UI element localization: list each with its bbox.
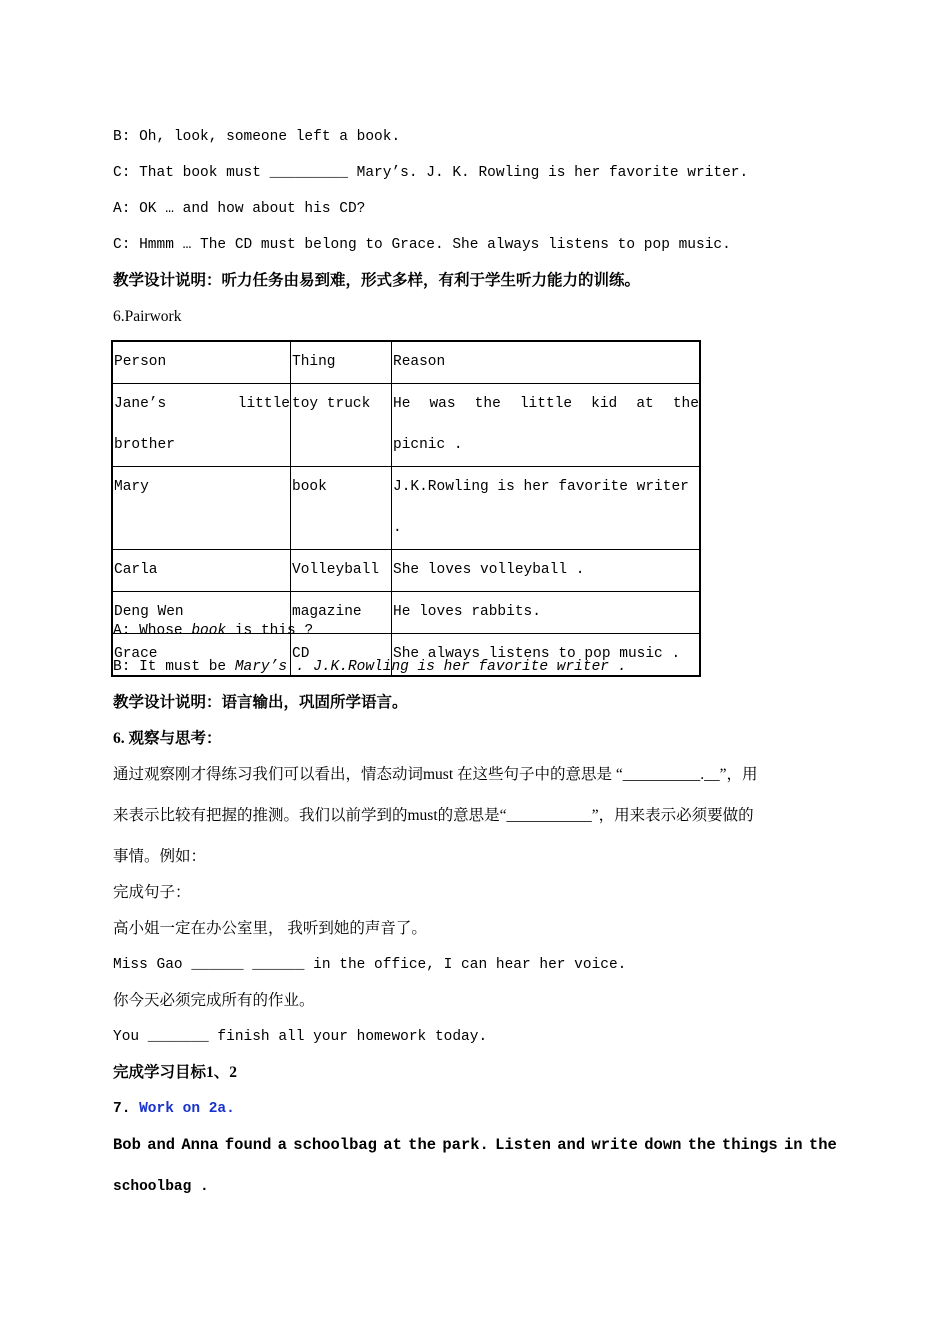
table-row: [112, 550, 700, 592]
table-row: [112, 467, 700, 550]
instruction-word: down: [644, 1136, 682, 1154]
observe-line-3: 事情。例如：: [113, 848, 207, 865]
instruction-line-1: [113, 1136, 837, 1154]
pairwork-heading: 6.Pairwork: [113, 308, 182, 325]
instruction-word: Bob: [113, 1136, 141, 1154]
reason-line-2: picnic .: [393, 437, 463, 453]
instruction-word: the: [687, 1136, 716, 1154]
cell-reason: J.K.Rowling is her favorite writer .: [392, 467, 701, 550]
cell-thing: toy truck: [291, 384, 392, 467]
example-line-a: [113, 622, 313, 640]
observe-line-1: 通过观察刚才得练习我们可以看出，情态动词must 在这些句子中的意思是 “__________.__”，用: [113, 766, 758, 783]
table-header-row: [112, 341, 700, 384]
instruction-word: found: [224, 1136, 272, 1154]
reason-word: the: [474, 396, 501, 412]
person-word: little: [237, 396, 290, 412]
example-italic: book: [191, 623, 227, 639]
reason-word: was: [429, 396, 456, 412]
cell-person: Grace: [112, 634, 291, 677]
cell-thing: Volleyball: [291, 550, 392, 592]
instruction-line-2: schoolbag .: [113, 1179, 209, 1195]
table-row: [112, 384, 700, 467]
cell-thing: book: [291, 467, 392, 550]
reason-word: little: [519, 396, 573, 412]
reason-word: at: [636, 396, 654, 412]
observe-line-2: 来表示比较有把握的推测。我们以前学到的must的意思是“___________”，用来表示必须要做的: [113, 807, 754, 824]
example-italic: Mary’s . J.K.Rowling is her favorite writer .: [234, 659, 627, 675]
dialogue-line-c2: C: Hmmm … The CD must belong to Grace. She always listens to pop music.: [113, 237, 731, 253]
instruction-word: the: [808, 1136, 837, 1154]
cell-reason: She always listens to pop music .: [392, 634, 701, 677]
example-text: B: It must be: [113, 659, 235, 675]
reason-word: kid: [591, 396, 618, 412]
header-reason: Reason: [392, 341, 701, 384]
dialogue-line-a: A: OK … and how about his CD?: [113, 201, 366, 217]
complete-sentences-label: 完成句子：: [113, 884, 191, 901]
person-line-2: brother: [114, 437, 175, 453]
instruction-word: a: [277, 1136, 287, 1154]
cell-person: Carla: [112, 550, 291, 592]
instruction-word: write: [591, 1136, 638, 1154]
example-text: A: Whose: [113, 623, 192, 639]
dialogue-line-c1: C: That book must _________ Mary’s. J. K. Rowling is her favorite writer.: [113, 165, 749, 181]
header-thing: Thing: [291, 341, 392, 384]
dialogue-line-b: B: Oh, look, someone left a book.: [113, 129, 401, 145]
cell-person: Deng Wen: [112, 592, 291, 634]
section-title: Work on 2a.: [139, 1101, 235, 1117]
section-6-heading: 6. 观察与思考：: [113, 730, 222, 747]
instruction-word: schoolbag: [293, 1136, 377, 1154]
sentence-2-chinese: 你今天必须完成所有的作业。: [113, 992, 315, 1009]
design-note-1: 教学设计说明：听力任务由易到难，形式多样，有利于学生听力能力的训练。: [113, 272, 641, 289]
example-text: is this ?: [226, 623, 314, 639]
instruction-word: Anna: [181, 1136, 219, 1154]
cell-reason: [392, 384, 701, 467]
instruction-word: and: [557, 1136, 586, 1154]
person-line-1: [114, 384, 290, 425]
cell-person: [112, 384, 291, 467]
sentence-1-english: Miss Gao ______ ______ in the office, I can hear her voice.: [113, 957, 627, 973]
cell-reason: She loves volleyball .: [392, 550, 701, 592]
instruction-word: things: [721, 1136, 778, 1154]
person-word: Jane’s: [114, 396, 167, 412]
reason-word: He: [393, 396, 411, 412]
cell-thing: magazine: [291, 592, 392, 634]
reason-line-1: [393, 384, 699, 425]
reason-word: the: [672, 396, 699, 412]
cell-reason: He loves rabbits.: [392, 592, 701, 634]
header-person: Person: [112, 341, 291, 384]
learning-goal: 完成学习目标1、2: [113, 1064, 238, 1081]
section-number: 7.: [113, 1101, 140, 1117]
design-note-2: 教学设计说明：语言输出，巩固所学语言。: [113, 694, 408, 711]
instruction-word: the: [408, 1136, 437, 1154]
cell-thing: CD: [291, 634, 392, 677]
sentence-2-english: You _______ finish all your homework today.: [113, 1029, 488, 1045]
cell-person: Mary: [112, 467, 291, 550]
instruction-word: at: [383, 1136, 402, 1154]
instruction-word: in: [784, 1136, 803, 1154]
instruction-word: and: [147, 1136, 176, 1154]
section-7-heading: [113, 1100, 235, 1118]
sentence-1-chinese: 高小姐一定在办公室里， 我听到她的声音了。: [113, 920, 427, 937]
instruction-word: Listen: [495, 1136, 551, 1154]
instruction-word: park.: [442, 1136, 489, 1154]
example-line-b: [113, 658, 626, 676]
